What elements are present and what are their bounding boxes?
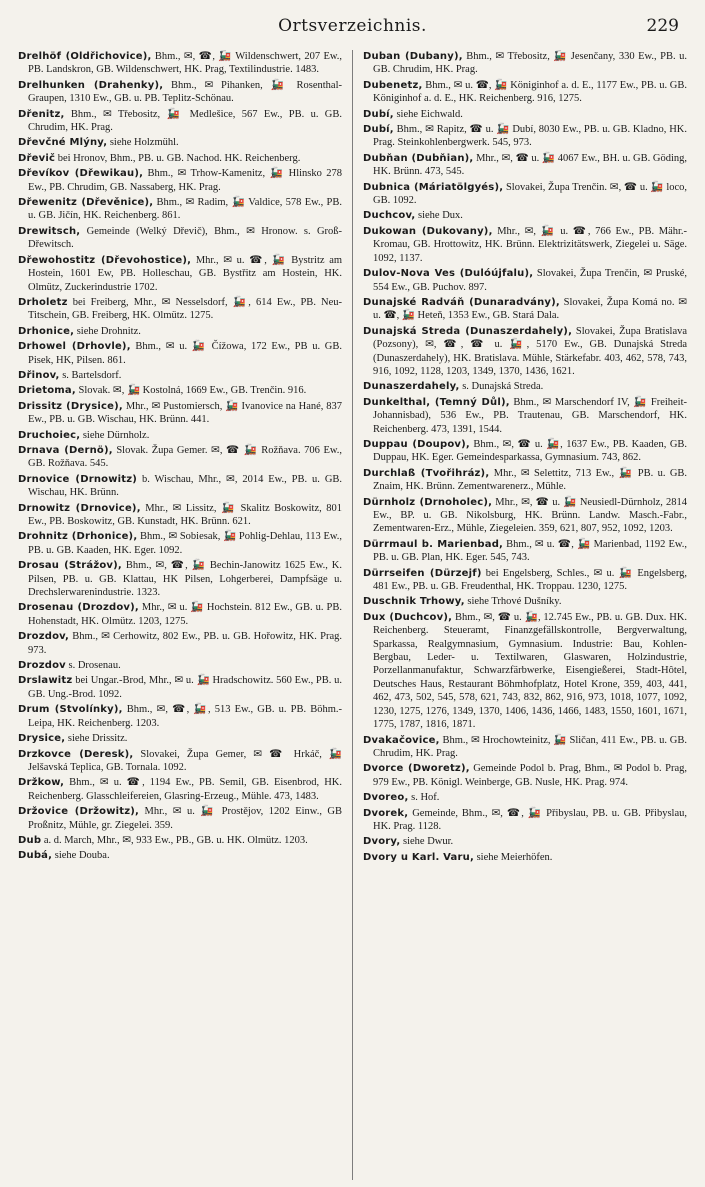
entry-details: b. Wischau, Mhr., ✉, 2014 Ew., PB. u. GB. Wischau, HK. Brünn. — [28, 473, 343, 499]
entry-place-name: Dulov-Nova Ves (Dulóújfalu), — [363, 268, 534, 280]
entry-details: siehe Drissitz. — [67, 733, 128, 745]
directory-entry — [363, 807, 687, 834]
entry-details: Bhm., ✉, ☎ u. 🚂, 1637 Ew., PB. Kaaden, GB. Duppau, HK. Eger. Gemeindesparkassa, Gymnasium. 743, 862. — [373, 438, 688, 464]
entry-place-name: Drozdov, — [18, 631, 70, 643]
entry-details: siehe Douba. — [54, 850, 110, 862]
entry-place-name: Drewitsch, — [18, 225, 81, 237]
directory-entry — [18, 225, 342, 252]
entry-place-name: Durchlaß (Tvořihráz), — [363, 467, 490, 479]
entry-details: Bhm., ✉, ☎, 🚂 Wildenschwert, 207 Ew., PB. Landskron, GB. Wildenschwert, HK. Prag, Textilindustrie. 1483. — [28, 51, 343, 76]
directory-entry — [363, 835, 687, 848]
directory-entry — [18, 340, 342, 367]
directory-entry — [363, 79, 687, 106]
entry-details: Mhr., ✉, 🚂 u. ☎, 766 Ew., PB. Mähr.-Kromau, GB. Hrottowitz, HK. Brünn. Elektrizitätswerk, Ziegelei u. Säge. 1092, 1137. — [373, 225, 688, 264]
entry-place-name: Dunaszerdahely, — [363, 381, 460, 393]
left-column — [18, 50, 342, 1180]
directory-entry — [18, 776, 342, 803]
entry-place-name: Držkow, — [18, 777, 65, 789]
entry-details: bei Hronov, Bhm., PB. u. GB. Nachod. HK. Reichenberg. — [57, 152, 301, 164]
entry-place-name: Duchcov, — [363, 210, 416, 222]
entry-place-name: Drietoma, — [18, 385, 76, 397]
directory-entry — [18, 429, 342, 442]
entry-place-name: Drnowitz (Drnovice), — [18, 502, 141, 514]
entry-place-name: Drnovice (Drnowitz) — [18, 473, 138, 485]
directory-entry — [363, 380, 687, 393]
entry-place-name: Duschnik Trhowy, — [363, 596, 465, 608]
entry-place-name: Dřinov, — [18, 369, 60, 381]
directory-entry — [18, 703, 342, 730]
entry-details: Bhm., ✉ u. ☎, 1194 Ew., PB. Semil, GB. Eisenbrod, HK. Reichenberg. Glasschleifereien, Glasring-Erzeug., Mühle. 473, 1483. — [28, 777, 343, 802]
entry-details: Bhm., ✉ Třebositz, 🚂 Medlešice, 567 Ew., PB. u. GB. Chrudim, HK. Prag. — [28, 108, 343, 134]
entry-details: Slovakei, Župa Trenčin. ✉, ☎ u. 🚂 loco, GB. 1092. — [373, 181, 688, 207]
directory-entry — [18, 473, 342, 500]
directory-entry — [18, 152, 342, 165]
entry-details: Mhr., ✉ u. 🚂 Prostějov, 1202 Einw., GB Proßnitz, Mühle, gr. Ziegelei. 359. — [28, 806, 343, 831]
entry-place-name: Drohnitz (Drhonice), — [18, 531, 138, 543]
entry-place-name: Dvoreo, — [363, 792, 409, 804]
directory-entry — [18, 559, 342, 599]
entry-details: Bhm., ✉, ☎, 🚂 Bechin-Janowitz 1625 Ew., K. Pilsen, PB. u. GB. Klattau, HK Pilsen, Lohgerberei, Dampfsäge u. Drechslerwarenindustrie. 1323. — [28, 560, 343, 599]
entry-place-name: Drissitz (Drysice), — [18, 400, 123, 412]
entry-place-name: Dunkelthal, (Temný Důl), — [363, 396, 510, 408]
entry-place-name: Dřevíkov (Dřewikau), — [18, 168, 144, 180]
entry-details: Bhm., ✉ u. ☎, 🚂 Königinhof a. d. E., 1177 Ew., PB. u. GB. Königinhof a. d. E., HK. Reichenberg. 916, 1275. — [373, 79, 688, 105]
right-column — [363, 50, 687, 1180]
entry-details: a. d. March, Mhr., ✉, 933 Ew., PB., GB. u. HK. Olmütz. 1203. — [43, 834, 308, 846]
entry-place-name: Dürnholz (Drnoholec), — [363, 496, 493, 508]
entry-details: Bhm., ✉ Rapitz, ☎ u. 🚂 Dubí, 8030 Ew., PB. u. GB. Kladno, HK. Prag. Steinkohlenbergwerk. 545, 973. — [373, 124, 688, 149]
entry-place-name: Dřenitz, — [18, 108, 65, 120]
entry-place-name: Drzkovce (Deresk), — [18, 748, 134, 760]
entry-details: Bhm., ✉ Trhow-Kamenitz, 🚂 Hlinsko 278 Ew., PB. Chrudim, GB. Nassaberg, HK. Prag. — [28, 168, 343, 193]
column-divider — [352, 50, 353, 1180]
directory-entry — [363, 209, 687, 222]
directory-entry — [18, 384, 342, 397]
entry-details: Gemeinde (Welký Dřevič), Bhm., ✉ Hronow. s. Groß-Dřewitsch. — [28, 225, 343, 251]
directory-entry — [363, 296, 687, 323]
entry-place-name: Drosau (Strážov), — [18, 560, 122, 572]
entry-details: s. Drosenau. — [68, 660, 121, 672]
entry-details: siehe Drohnitz. — [76, 325, 141, 337]
directory-entry — [363, 467, 687, 494]
entry-details: siehe Dux. — [418, 210, 463, 222]
entry-details: siehe Meierhöfen. — [476, 851, 553, 863]
directory-entry — [363, 791, 687, 804]
entry-place-name: Duppau (Doupov), — [363, 438, 470, 450]
entry-details: Mhr., ✉, ☎ u. 🚂 Neusiedl-Dürnholz, 2814 Ew., BP. u. GB. Nikolsburg, HK. Brünn. Landw. Masch.-Fabr., Zementwaren-Erz., Mühle, Ziegeleien. 359, 621, 807, 952, 1092, 1203. — [373, 496, 688, 535]
entry-details: Bhm., ✉ Třebositz, 🚂 Jesenčany, 330 Ew., PB. u. GB. Chrudim, HK. Prag. — [373, 51, 688, 76]
entry-details: Slovakei, Župa Trenčin, ✉ Pruské, 554 Ew., GB. Puchov. 897. — [373, 268, 688, 293]
entry-details: Mhr., ✉ Pustomiersch, 🚂 Ivanovice na Hané, 837 Ew., PB. u. GB. Wischau, HK. Brünn. 441. — [28, 400, 343, 426]
directory-entry — [18, 444, 342, 471]
entry-details: Slovakei, Župa Gemer, ✉ ☎ Hrkáč, 🚂 Jelšavská Teplica, GB. Tornala. 1092. — [28, 748, 343, 773]
directory-entry — [18, 674, 342, 701]
directory-entry — [363, 851, 687, 864]
entry-details: siehe Dwur. — [403, 836, 454, 848]
entry-details: bei Freiberg, Mhr., ✉ Nesselsdorf, 🚂, 614 Ew., PB. Neu-Titschein, GB. Freiberg, HK. Olmütz. 1275. — [28, 296, 343, 322]
entry-place-name: Držovice (Držowitz), — [18, 806, 140, 818]
entry-place-name: Dřevič — [18, 152, 56, 164]
entry-place-name: Drum (Stvolínky), — [18, 704, 123, 716]
columns — [18, 50, 687, 1180]
page-header — [18, 14, 687, 50]
directory-entry — [363, 396, 687, 436]
entry-place-name: Dvakačovice, — [363, 734, 440, 746]
directory-entry — [18, 659, 342, 672]
entry-details: Bhm., ✉ Marschendorf IV, 🚂 Freiheit-Johannisbad), 536 Ew., PB. Trautenau, GB. Marschendorf, HK. Reichenberg. 473, 1391, 1544. — [373, 396, 688, 435]
directory-entry — [363, 762, 687, 789]
entry-place-name: Drelhunken (Drahenky), — [18, 79, 164, 91]
entry-details: Bhm., ✉ u. ☎, 🚂 Marienbad, 1192 Ew., PB. u. GB. Plan, HK. Eger. 545, 743. — [373, 538, 688, 564]
entry-place-name: Dubnica (Máriatölgyés), — [363, 181, 504, 193]
directory-entry — [363, 267, 687, 294]
entry-place-name: Dubá, — [18, 850, 53, 862]
entry-place-name: Drnava (Dernö), — [18, 444, 113, 456]
page-title: Ortsverzeichnis. — [278, 16, 427, 36]
entry-details: Bhm., ✉ u. 🚂 Čížowa, 172 Ew., PB u. GB. Pisek, HK, Pilsen. 861. — [28, 341, 342, 366]
entry-place-name: Dub — [18, 834, 42, 846]
entry-place-name: Drozdov — [18, 660, 66, 672]
directory-entry — [18, 108, 342, 135]
directory-entry — [18, 136, 342, 149]
entry-place-name: Dukowan (Dukovany), — [363, 225, 493, 237]
directory-entry — [18, 630, 342, 657]
entry-details: Slovak. ✉, 🚂 Kostolná, 1669 Ew., GB. Trenčin. 916. — [78, 385, 307, 397]
entry-details: Mhr., ✉ Selettitz, 713 Ew., 🚂 PB. u. GB. Znaim, HK. Brünn. Zementwarenerz., Mühle. — [373, 467, 688, 493]
directory-entry — [363, 325, 687, 379]
entry-details: Mhr., ✉ Lissitz, 🚂 Skalitz Boskowitz, 801 Ew., PB. Boskowitz, GB. Kunstadt, HK. Brünn. 621. — [28, 502, 343, 527]
directory-entry — [363, 734, 687, 761]
entry-details: siehe Eichwald. — [396, 108, 463, 120]
directory-entry — [18, 296, 342, 323]
entry-place-name: Dürrseifen (Dürzejf) — [363, 567, 482, 579]
directory-entry — [18, 167, 342, 194]
directory-entry — [18, 400, 342, 427]
entry-place-name: Dřewenitz (Dřevěnice), — [18, 197, 154, 209]
entry-place-name: Drysice, — [18, 733, 66, 745]
entry-details: Mhr., ✉, ☎ u. 🚂 4067 Ew., BH. u. GB. Göding, HK. Brünn. 473, 545. — [373, 152, 688, 178]
directory-entry — [363, 50, 687, 77]
entry-place-name: Dřewohostitz (Dřevohostice), — [18, 254, 192, 266]
directory-entry — [363, 123, 687, 150]
entry-place-name: Drslawitz — [18, 675, 73, 687]
entry-place-name: Dvory, — [363, 836, 401, 848]
entry-place-name: Dvorek, — [363, 807, 409, 819]
directory-entry — [18, 834, 342, 847]
directory-entry — [18, 601, 342, 628]
entry-details: Gemeinde, Bhm., ✉, ☎, 🚂 Přibyslau, PB. u. GB. Přibyslau, HK. Prag. 1128. — [373, 807, 688, 832]
entry-place-name: Dürrmaul b. Marienbad, — [363, 538, 504, 550]
entry-details: Mhr., ✉ u. 🚂 Hochstein. 812 Ew., GB. u. PB. Hohenstadt, HK. Olmütz. 1203, 1275. — [28, 602, 343, 627]
directory-entry — [363, 181, 687, 208]
entry-details: Bhm., ✉ Cerhowitz, 802 Ew., PB. u. GB. Hořowitz, HK. Prag. 973. — [28, 631, 343, 656]
directory-entry — [363, 538, 687, 565]
directory-entry — [18, 325, 342, 338]
directory-entry — [363, 152, 687, 179]
entry-place-name: Drhowel (Drhovle), — [18, 341, 131, 353]
directory-entry — [18, 530, 342, 557]
entry-details: s. Bartelsdorf. — [62, 369, 122, 381]
entry-place-name: Drosenau (Drozdov), — [18, 602, 139, 614]
entry-place-name: Dubenetz, — [363, 79, 423, 91]
entry-details: Gemeinde Podol b. Prag, Bhm., ✉ Podol b. Prag, 979 Ew., PB. Königl. Weinberge, GB. Nusle, HK. Prag. 974. — [373, 763, 688, 788]
entry-place-name: Drelhöf (Oldřichovice), — [18, 51, 152, 62]
directory-entry — [363, 438, 687, 465]
entry-details: Bhm., ✉, ☎ u. 🚂, 12.745 Ew., PB. u. GB. Dux. HK. Reichenberg. Steueramt, Finanzgefällskontrolle, Bergverwaltung, Sparkassa, Realgymnasium, Gymnasium. Industrie: Bau, Kohlen-Bergbau, Leder- u. Textilwaren, Glaswaren, Holzindustrie, Porzellanmanufaktur, Schwarzfärbwerke, Eisengießerei, Stadt-Hôtel, Deutsches Haus, Restaurant Böhmhofplatz, Hotel Krone, 359, 403, 441, 462, 473, 502, 545, 578, 621, 743, 832, 862, 916, 973, 1018, 1077, 1092, 1230, 1275, 1276, 1349, 1370, 1406, 1436, 1466, 1483, 1550, 1601, 1671, 1775, 1787, 1816, 1871. — [373, 611, 688, 731]
entry-details: bei Engelsberg, Schles., ✉ u. 🚂 Engelsberg, 481 Ew., PB. u. GB. Freudenthal, HK. Troppau. 1230, 1275. — [373, 567, 688, 593]
directory-entry — [18, 849, 342, 862]
entry-place-name: Dvory u Karl. Varu, — [363, 851, 474, 863]
directory-entry — [18, 50, 342, 77]
directory-entry — [363, 108, 687, 121]
page-number: 229 — [646, 16, 679, 36]
directory-entry — [18, 196, 342, 223]
directory-entry — [18, 79, 342, 106]
directory-entry — [18, 732, 342, 745]
entry-place-name: Drhonice, — [18, 325, 75, 337]
entry-place-name: Dunajské Radváň (Dunaradvány), — [363, 296, 560, 308]
directory-entry — [18, 502, 342, 529]
entry-place-name: Dux (Duchcov), — [363, 611, 453, 623]
entry-place-name: Druchoiec, — [18, 429, 81, 441]
directory-entry — [363, 595, 687, 608]
entry-place-name: Duban (Dubany), — [363, 51, 463, 62]
entry-place-name: Dubí, — [363, 124, 394, 136]
entry-details: Mhr., ✉ u. ☎, 🚂 Bystritz am Hostein, 1601 Ew, PB. Holleschau, GB. Bystřitz am Hostein, HK. Olmütz, Zuckerindustrie 1702. — [28, 254, 343, 293]
entry-place-name: Dubňan (Dubňian), — [363, 152, 474, 164]
directory-entry — [363, 496, 687, 536]
entry-details: Bhm., ✉ Pihanken, 🚂 Rosenthal-Graupen, 1310 Ew., GB. u. PB. Teplitz-Schönau. — [28, 79, 343, 105]
entry-details: siehe Dürnholz. — [82, 429, 150, 441]
entry-place-name: Dřevčné Mlýny, — [18, 137, 108, 149]
entry-place-name: Drholetz — [18, 296, 68, 308]
directory-entry — [18, 805, 342, 832]
entry-details: Bhm., ✉, ☎, 🚂, 513 Ew., GB. u. PB. Böhm.-Leipa, HK. Reichenberg. 1203. — [28, 704, 343, 729]
entry-details: s. Dunajská Streda. — [462, 381, 544, 393]
directory-entry — [18, 748, 342, 775]
entry-details: Slovakei, Župa Bratislava (Pozsony), ✉, ☎, ☎ u. 🚂, 5170 Ew., GB. Dunajská Streda (Dunaszerdahely), HK. Bratislava. Mühle, Stärkefabr. 403, 462, 578, 743, 916, 1092, 1128, 1203, 1349, 1370, 1436, 1621. — [373, 325, 688, 377]
entry-details: Slovakei, Župa Komá no. ✉ u. ☎, 🚂 Heteň, 1353 Ew., GB. Stará Dala. — [373, 296, 688, 322]
directory-entry — [18, 369, 342, 382]
entry-details: Slovak. Župa Gemer. ✉, ☎ 🚂 Rožňava. 706 Ew., GB. Rožňava. 545. — [28, 444, 343, 470]
entry-details: bei Ungar.-Brod, Mhr., ✉ u. 🚂 Hradschowitz. 560 Ew., PB. u. GB. Ung.-Brod. 1092. — [28, 675, 343, 700]
entry-details: s. Hof. — [411, 792, 440, 804]
directory-entry — [363, 611, 687, 732]
entry-details: Bhm., ✉ Sobiesak, 🚂 Pohlig-Dehlau, 113 Ew., PB. u. GB. Kaaden, HK. Eger. 1092. — [28, 531, 343, 556]
entry-details: Bhm., ✉ Hrochowteinitz, 🚂 Sličan, 411 Ew., PB. u. GB. Chrudim, HK. Prag. — [373, 734, 688, 759]
entry-details: siehe Trhové Dušníky. — [467, 596, 562, 608]
directory-entry — [363, 225, 687, 265]
entry-place-name: Dubí, — [363, 108, 394, 120]
entry-details: Bhm., ✉ Radim, 🚂 Valdice, 578 Ew., PB. u. GB. Jičín, HK. Reichenberg. 861. — [28, 197, 343, 222]
directory-entry — [18, 254, 342, 294]
entry-place-name: Dunajská Streda (Dunaszerdahely), — [363, 325, 573, 337]
entry-place-name: Dvorce (Dworetz), — [363, 763, 470, 775]
directory-entry — [363, 567, 687, 594]
entry-details: siehe Holzmühl. — [109, 137, 179, 149]
